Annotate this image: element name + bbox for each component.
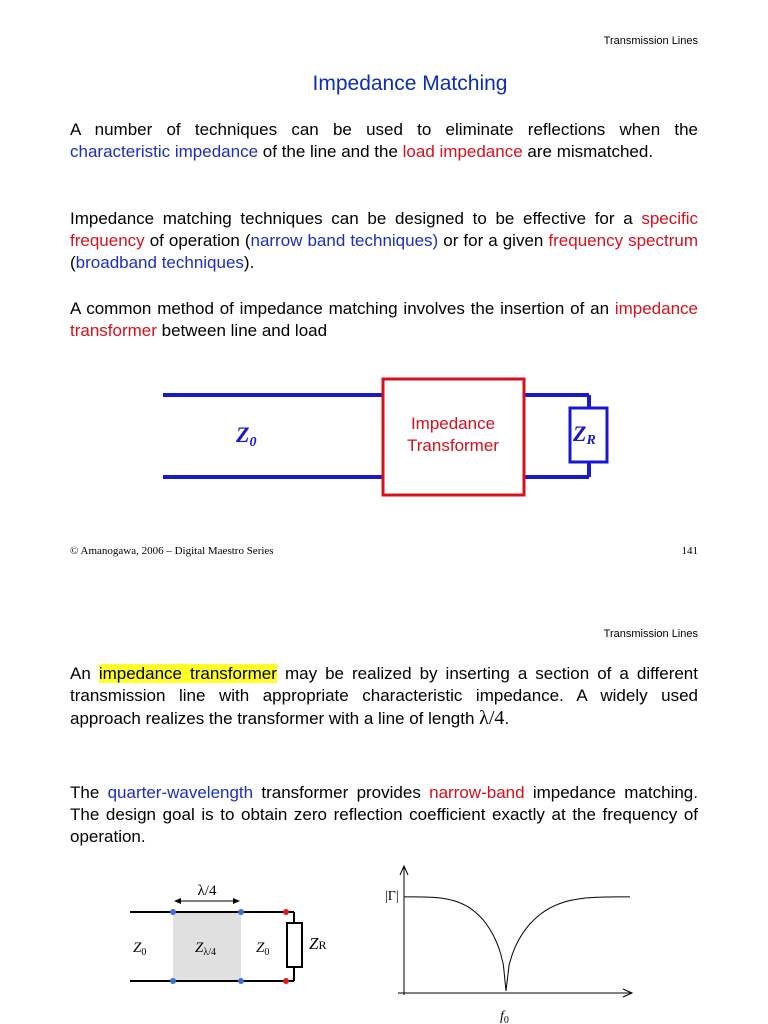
z0-label: Z0: [236, 422, 257, 450]
footer-copyright: © Amanogawa, 2006 – Digital Maestro Series: [70, 545, 274, 557]
page-title: Impedance Matching: [312, 72, 508, 95]
node-dot: [238, 909, 244, 915]
term-frequency-spectrum: frequency spectrum: [548, 231, 698, 250]
term-narrow-band: narrow band techniques): [250, 231, 439, 250]
zr-load-label: ZR: [309, 934, 327, 953]
page-number: 141: [681, 545, 698, 557]
z0-left-label: $Z_0$: [133, 940, 147, 958]
quarter-wave-figure: [0, 855, 768, 1024]
x-axis-label: $f_0$: [500, 1009, 509, 1024]
term-specific-frequency: specific frequency: [70, 209, 698, 250]
term-impedance-transformer: impedance transformer: [70, 299, 698, 340]
transformer-diagram: [0, 370, 768, 510]
lambda-over-4: λ/4: [479, 707, 505, 729]
paragraph-1: A number of techniques can be used to eliminate reflections when the characteristic impedance of the line and the load impedance are mismatched.: [70, 120, 698, 161]
transformer-label-1: Impedance: [410, 414, 496, 433]
zr-label: ZR: [573, 421, 596, 448]
load-resistor: [287, 923, 302, 967]
paragraph-3: A common method of impedance matching involves the insertion of an impedance transformer between line and load: [70, 299, 698, 340]
transformer-label-2: Transformer: [407, 436, 499, 455]
node-dot: [238, 978, 244, 984]
y-axis-label: |Γ|: [385, 889, 399, 904]
term-characteristic-impedance: characteristic impedance: [70, 142, 259, 161]
arrowhead-left: [174, 898, 181, 904]
term-impedance-transformer-highlight: impedance transformer: [98, 664, 277, 683]
z0-right-label: $Z_0$: [256, 940, 270, 958]
reflection-curve: [404, 897, 630, 991]
load-node-dot: [283, 909, 289, 915]
load-node-dot: [283, 978, 289, 984]
paragraph-5: The quarter-wavelength transformer provides narrow-band impedance matching. The design goal is to obtain zero reflection coefficient exactly at the frequency of operation.: [70, 783, 698, 846]
length-label: λ/4: [197, 883, 217, 899]
term-broadband: broadband techniques: [75, 253, 244, 272]
page-header: Transmission Lines: [603, 35, 698, 47]
term-narrow-band-2: narrow-band: [429, 783, 525, 802]
paragraph-4: An impedance transformer may be realized by inserting a section of a different transmission line with appropriate characteristic impedance. A widely used approach realizes the transformer with a line of length λ/4.: [70, 664, 698, 729]
node-dot: [170, 978, 176, 984]
term-load-impedance: load impedance: [402, 142, 523, 161]
z-quarter-label: $Z_{\lambda/4}$: [195, 940, 216, 958]
node-dot: [170, 909, 176, 915]
page-header-2: Transmission Lines: [603, 628, 698, 640]
arrowhead-right: [233, 898, 240, 904]
paragraph-2: Impedance matching techniques can be designed to be effective for a specific frequency of operation (narrow band techniques) or for a given frequency spectrum (broadband techniques).: [70, 209, 698, 272]
term-quarter-wavelength: quarter-wavelength: [107, 783, 254, 802]
